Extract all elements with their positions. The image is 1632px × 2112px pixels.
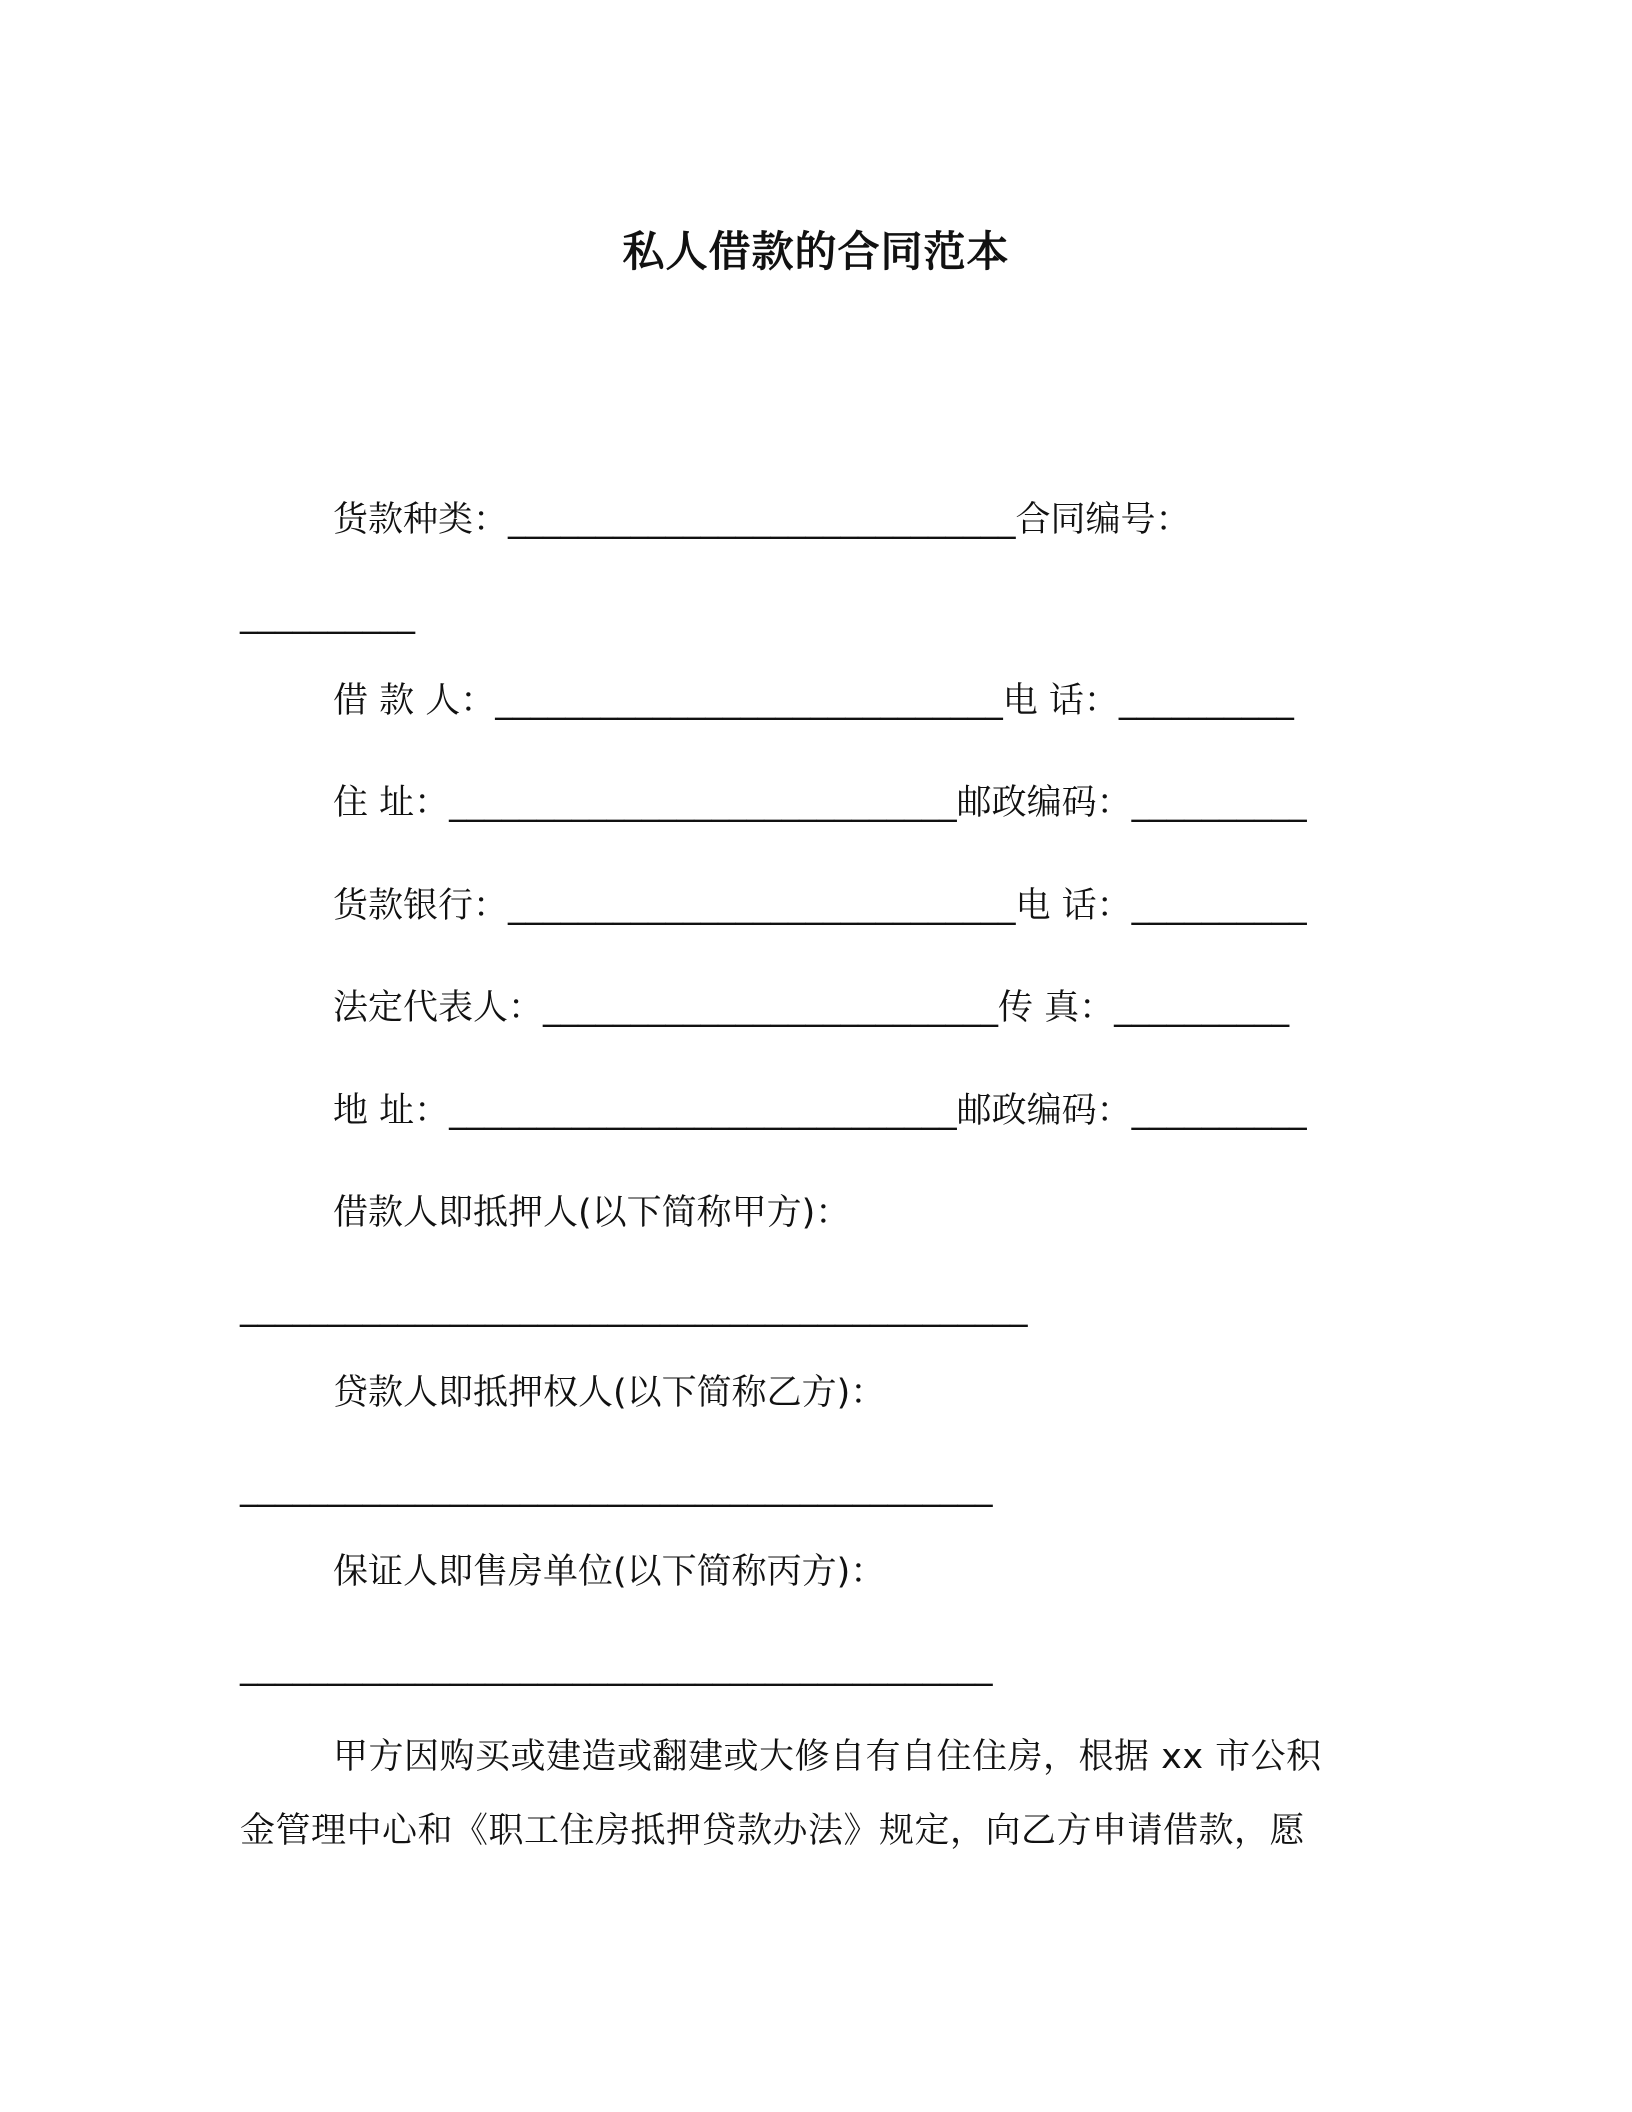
paragraph-line-2: 金管理中心和《职工住房抵押贷款办法》规定，向乙方申请借款，愿: [240, 1811, 1306, 1851]
contract-no-blank-line: __________: [240, 595, 415, 635]
party-b-blank-line: ___________________________________________: [240, 1468, 993, 1508]
party-b-label: 贷款人即抵押权人(以下简称乙方)：: [333, 1373, 886, 1413]
party-a-blank-line: _____________________________________________: [240, 1288, 1028, 1328]
address-postcode-line: 住 址：_____________________________邮政编码：__________: [333, 783, 1307, 823]
paragraph-line-1: 甲方因购买或建造或翻建或大修自有自住住房，根据 xx 市公积: [333, 1737, 1322, 1777]
bank-phone-line: 货款银行：_____________________________电 话：__________: [333, 886, 1307, 926]
legal-rep-fax-line: 法定代表人：__________________________传 真：__________: [333, 988, 1290, 1028]
body-paragraph: [240, 1720, 1360, 1868]
document-title: 私人借款的合同范本: [622, 227, 1010, 276]
borrower-phone-line: 借 款 人：_____________________________电 话：__________: [333, 681, 1294, 721]
party-a-label: 借款人即抵押人(以下简称甲方)：: [333, 1193, 851, 1233]
party-c-label: 保证人即售房单位(以下简称丙方)：: [333, 1552, 886, 1592]
party-c-blank-line: ___________________________________________: [240, 1647, 993, 1687]
loan-type-contract-no-line: 货款种类：_____________________________合同编号：: [333, 500, 1191, 540]
address-postcode-line-2: 地 址：_____________________________邮政编码：__________: [333, 1091, 1307, 1131]
